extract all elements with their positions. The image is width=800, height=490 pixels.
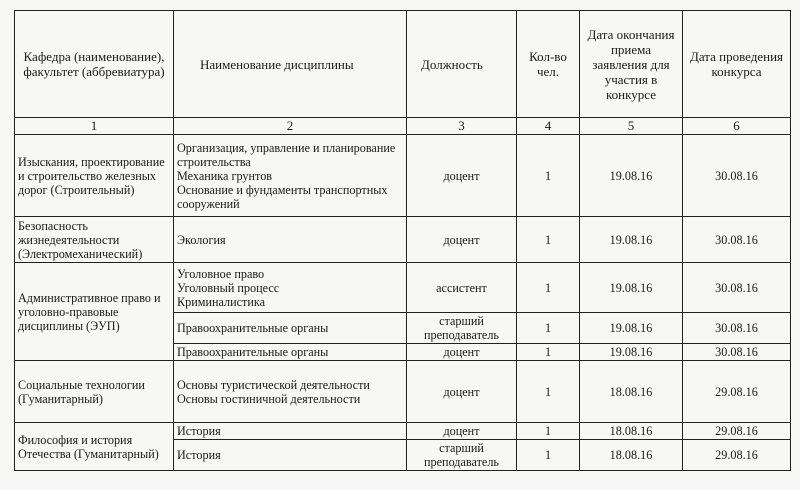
count-cell: 1 <box>517 344 580 361</box>
position-cell: старший преподаватель <box>407 440 517 471</box>
contest-date-cell: 30.08.16 <box>683 263 791 313</box>
column-number-row <box>15 118 791 135</box>
discipline-name: История <box>177 424 221 438</box>
deadline-cell: 18.08.16 <box>580 361 683 423</box>
contest-date-cell: 29.08.16 <box>683 361 791 423</box>
discipline-name: Механика грунтов <box>177 168 273 183</box>
header-row <box>15 11 791 118</box>
discipline-cell <box>174 344 407 361</box>
count-cell: 1 <box>517 263 580 313</box>
position-cell: доцент <box>407 423 517 440</box>
header-discipline: Наименование дисциплины <box>174 11 407 118</box>
deadline-cell: 18.08.16 <box>580 440 683 471</box>
column-number: 1 <box>15 118 174 135</box>
count-cell: 1 <box>517 440 580 471</box>
deadline-cell: 19.08.16 <box>580 263 683 313</box>
header-dept: Кафедра (наименование), факультет (аббревиатура) <box>15 11 174 118</box>
header-contest: Дата проведения конкурса <box>683 11 791 118</box>
column-number: 3 <box>407 118 517 135</box>
discipline-name: Основание и фундаменты транспортных сооружений <box>177 182 388 211</box>
header-count: Кол-во чел. <box>517 11 580 118</box>
count-cell: 1 <box>517 313 580 344</box>
contest-date-cell: 30.08.16 <box>683 217 791 263</box>
deadline-cell: 19.08.16 <box>580 313 683 344</box>
count-cell: 1 <box>517 217 580 263</box>
department-cell: Административное право и уголовно-правовые дисциплины (ЭУП) <box>15 263 174 361</box>
discipline-name: Экология <box>177 232 226 247</box>
column-number: 5 <box>580 118 683 135</box>
discipline-name: История <box>177 448 221 462</box>
count-cell: 1 <box>517 361 580 423</box>
contest-date-cell: 29.08.16 <box>683 423 791 440</box>
table-row <box>15 263 791 313</box>
position-cell: ассистент <box>407 263 517 313</box>
position-cell: старший преподаватель <box>407 313 517 344</box>
vacancy-table <box>14 10 791 471</box>
position-cell: доцент <box>407 217 517 263</box>
discipline-name: Правоохранительные органы <box>177 345 329 359</box>
position-cell: доцент <box>407 135 517 217</box>
deadline-cell: 19.08.16 <box>580 344 683 361</box>
discipline-cell <box>174 361 407 423</box>
discipline-cell <box>174 423 407 440</box>
table-row <box>15 217 791 263</box>
discipline-name: Основы гостиничной деятельности <box>177 391 361 406</box>
count-cell: 1 <box>517 135 580 217</box>
position-cell: доцент <box>407 361 517 423</box>
deadline-cell: 18.08.16 <box>580 423 683 440</box>
department-cell: Философия и история Отечества (Гуманитарный) <box>15 423 174 471</box>
column-number: 4 <box>517 118 580 135</box>
department-cell: Социальные технологии (Гуманитарный) <box>15 361 174 423</box>
discipline-name: Криминалистика <box>177 294 266 309</box>
discipline-cell <box>174 440 407 471</box>
position-cell: доцент <box>407 344 517 361</box>
header-deadline: Дата окончания приема заявления для участия в конкурсе <box>580 11 683 118</box>
count-cell: 1 <box>517 423 580 440</box>
discipline-cell <box>174 217 407 263</box>
contest-date-cell: 30.08.16 <box>683 313 791 344</box>
column-number: 6 <box>683 118 791 135</box>
deadline-cell: 19.08.16 <box>580 217 683 263</box>
discipline-cell <box>174 263 407 313</box>
deadline-cell: 19.08.16 <box>580 135 683 217</box>
contest-date-cell: 30.08.16 <box>683 135 791 217</box>
discipline-name: Основы туристической деятельности <box>177 377 370 392</box>
discipline-name: Уголовное право <box>177 266 265 281</box>
discipline-name: Уголовный процесс <box>177 280 280 295</box>
table-row <box>15 423 791 440</box>
department-cell: Безопасность жизнедеятельности (Электромеханический) <box>15 217 174 263</box>
table-row <box>15 361 791 423</box>
discipline-name: Правоохранительные органы <box>177 321 329 335</box>
department-cell: Изыскания, проектирование и строительство железных дорог (Строительный) <box>15 135 174 217</box>
contest-date-cell: 30.08.16 <box>683 344 791 361</box>
contest-date-cell: 29.08.16 <box>683 440 791 471</box>
discipline-cell <box>174 313 407 344</box>
discipline-cell <box>174 135 407 217</box>
discipline-name: Организация, управление и планирование строительства <box>177 140 396 169</box>
column-number: 2 <box>174 118 407 135</box>
header-position: Должность <box>407 11 517 118</box>
table-row <box>15 135 791 217</box>
